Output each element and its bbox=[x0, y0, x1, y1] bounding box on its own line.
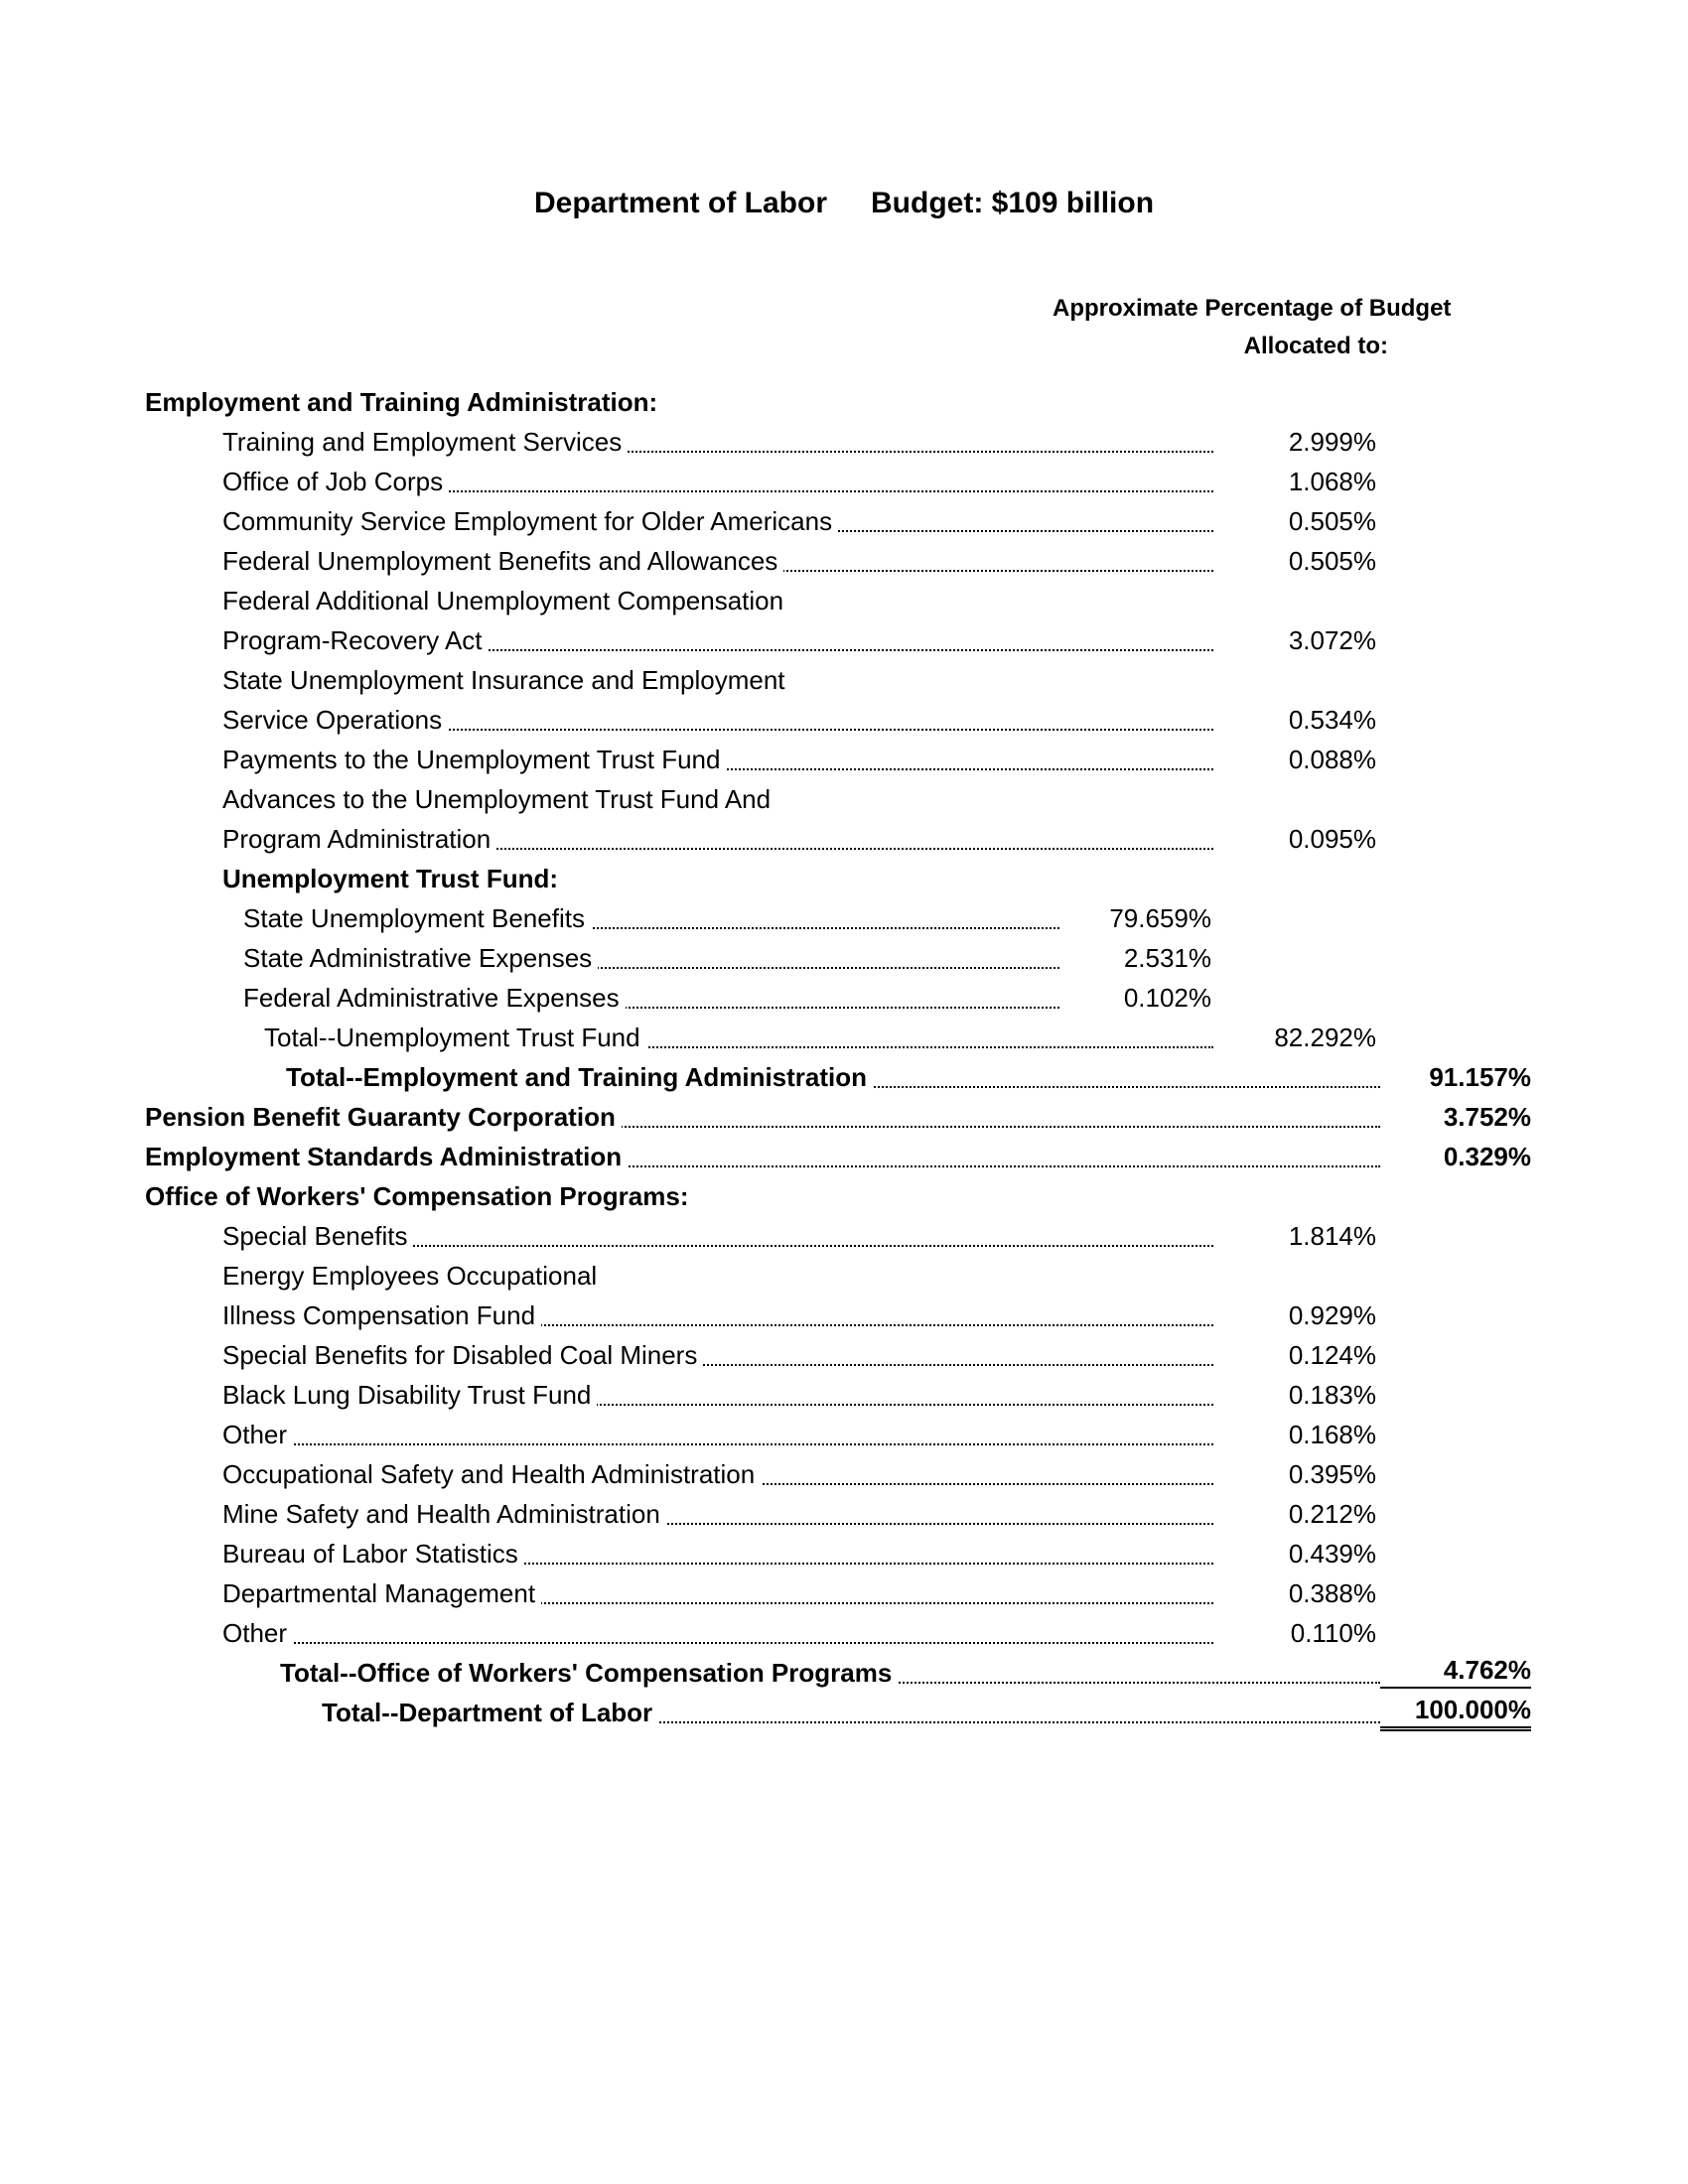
table-row bbox=[0, 1415, 1688, 1454]
table-row bbox=[0, 501, 1688, 541]
row-label: Total--Office of Workers' Compensation Programs bbox=[280, 1653, 1380, 1693]
table-row bbox=[0, 1216, 1688, 1256]
row-label: Advances to the Unemployment Trust Fund And bbox=[222, 784, 772, 814]
total-row bbox=[0, 1057, 1688, 1097]
table-row bbox=[0, 1494, 1688, 1534]
row-value: 0.110% bbox=[1290, 1618, 1376, 1648]
row-value: 0.095% bbox=[1288, 824, 1376, 854]
table-row bbox=[0, 978, 1688, 1018]
row-value: 0.183% bbox=[1288, 1380, 1376, 1410]
table-row bbox=[0, 700, 1688, 740]
table-row bbox=[0, 1296, 1688, 1335]
table-row bbox=[0, 1375, 1688, 1415]
row-value: 82.292% bbox=[1274, 1023, 1376, 1052]
table-row bbox=[0, 462, 1688, 501]
row-label: Occupational Safety and Health Administration bbox=[222, 1454, 1213, 1494]
row-label: Other bbox=[222, 1613, 1213, 1653]
subtotal-row bbox=[0, 1018, 1688, 1057]
row-label: State Unemployment Insurance and Employment bbox=[222, 665, 785, 695]
row-label: Illness Compensation Fund bbox=[222, 1296, 1213, 1335]
row-value: 0.088% bbox=[1288, 745, 1376, 774]
row-value: 0.505% bbox=[1288, 546, 1376, 576]
row-label: Program-Recovery Act bbox=[222, 620, 1213, 660]
table-row bbox=[0, 581, 1688, 620]
table-row bbox=[0, 898, 1688, 938]
column-header-line2: Allocated to: bbox=[1243, 333, 1388, 359]
row-label: Other bbox=[222, 1415, 1213, 1454]
row-value: 0.505% bbox=[1288, 506, 1376, 536]
row-label: Bureau of Labor Statistics bbox=[222, 1534, 1213, 1573]
row-label: Service Operations bbox=[222, 700, 1213, 740]
row-value: 1.068% bbox=[1288, 467, 1376, 496]
table-row bbox=[0, 1534, 1688, 1573]
row-value: 0.388% bbox=[1288, 1578, 1376, 1608]
row-total: 0.329% bbox=[1443, 1142, 1531, 1171]
row-value: 1.814% bbox=[1288, 1221, 1376, 1251]
row-label: Program Administration bbox=[222, 819, 1213, 859]
row-value: 0.124% bbox=[1288, 1340, 1376, 1370]
total-row bbox=[0, 1097, 1688, 1137]
row-label: Federal Additional Unemployment Compensation bbox=[222, 586, 784, 615]
row-label: Unemployment Trust Fund: bbox=[222, 864, 558, 893]
row-value: 3.072% bbox=[1288, 625, 1376, 655]
table-row bbox=[0, 1573, 1688, 1613]
row-value: 0.168% bbox=[1288, 1420, 1376, 1449]
row-value: 0.534% bbox=[1288, 705, 1376, 735]
row-total: 3.752% bbox=[1443, 1102, 1531, 1132]
row-label: Special Benefits bbox=[222, 1216, 1213, 1256]
row-label: State Unemployment Benefits bbox=[243, 898, 1059, 938]
row-label: Total--Department of Labor bbox=[322, 1693, 1380, 1732]
row-label: Special Benefits for Disabled Coal Miners bbox=[222, 1335, 1213, 1375]
row-label: Mine Safety and Health Administration bbox=[222, 1494, 1213, 1534]
row-label: State Administrative Expenses bbox=[243, 938, 1059, 978]
table-row bbox=[0, 620, 1688, 660]
row-label: Payments to the Unemployment Trust Fund bbox=[222, 740, 1213, 779]
table-row bbox=[0, 819, 1688, 859]
table-row bbox=[0, 938, 1688, 978]
subsection-heading bbox=[0, 859, 1688, 898]
row-label: Total--Employment and Training Administration bbox=[286, 1057, 1380, 1097]
table-row bbox=[0, 1256, 1688, 1296]
row-label: Federal Administrative Expenses bbox=[243, 978, 1059, 1018]
row-label: Employment and Training Administration: bbox=[145, 387, 658, 417]
row-total: 91.157% bbox=[1429, 1062, 1531, 1092]
row-label: Total--Unemployment Trust Fund bbox=[264, 1018, 1213, 1057]
row-label: Community Service Employment for Older Americans bbox=[222, 501, 1213, 541]
row-value: 0.929% bbox=[1288, 1300, 1376, 1330]
total-row bbox=[0, 1653, 1688, 1693]
table-row bbox=[0, 779, 1688, 819]
row-label: Office of Workers' Compensation Programs: bbox=[145, 1181, 689, 1211]
row-value: 2.999% bbox=[1288, 427, 1376, 457]
row-label: Employment Standards Administration bbox=[145, 1137, 1380, 1176]
table-row bbox=[0, 422, 1688, 462]
row-subvalue: 2.531% bbox=[1123, 943, 1211, 973]
budget-amount: Budget: $109 billion bbox=[871, 187, 1155, 219]
row-total: 4.762% bbox=[1380, 1653, 1531, 1689]
section-heading bbox=[0, 1176, 1688, 1216]
row-label: Energy Employees Occupational bbox=[222, 1261, 598, 1291]
table-row bbox=[0, 1454, 1688, 1494]
total-row bbox=[0, 1137, 1688, 1176]
row-label: Office of Job Corps bbox=[222, 462, 1213, 501]
row-total: 100.000% bbox=[1380, 1693, 1531, 1731]
department-name: Department of Labor bbox=[533, 187, 827, 219]
row-label: Pension Benefit Guaranty Corporation bbox=[145, 1097, 1380, 1137]
table-row bbox=[0, 660, 1688, 700]
column-header-line1: Approximate Percentage of Budget bbox=[1053, 295, 1452, 322]
table-row bbox=[0, 541, 1688, 581]
page-title bbox=[0, 187, 1688, 220]
row-value: 0.212% bbox=[1288, 1499, 1376, 1529]
row-label: Federal Unemployment Benefits and Allowances bbox=[222, 541, 1213, 581]
row-value: 0.439% bbox=[1288, 1539, 1376, 1569]
row-subvalue: 79.659% bbox=[1109, 903, 1211, 933]
table-row bbox=[0, 1613, 1688, 1653]
table-row bbox=[0, 1335, 1688, 1375]
row-label: Departmental Management bbox=[222, 1573, 1213, 1613]
section-heading bbox=[0, 382, 1688, 422]
row-subvalue: 0.102% bbox=[1123, 983, 1211, 1013]
table-row bbox=[0, 740, 1688, 779]
grand-total-row bbox=[0, 1693, 1688, 1732]
row-value: 0.395% bbox=[1288, 1459, 1376, 1489]
row-label: Training and Employment Services bbox=[222, 422, 1213, 462]
row-label: Black Lung Disability Trust Fund bbox=[222, 1375, 1213, 1415]
